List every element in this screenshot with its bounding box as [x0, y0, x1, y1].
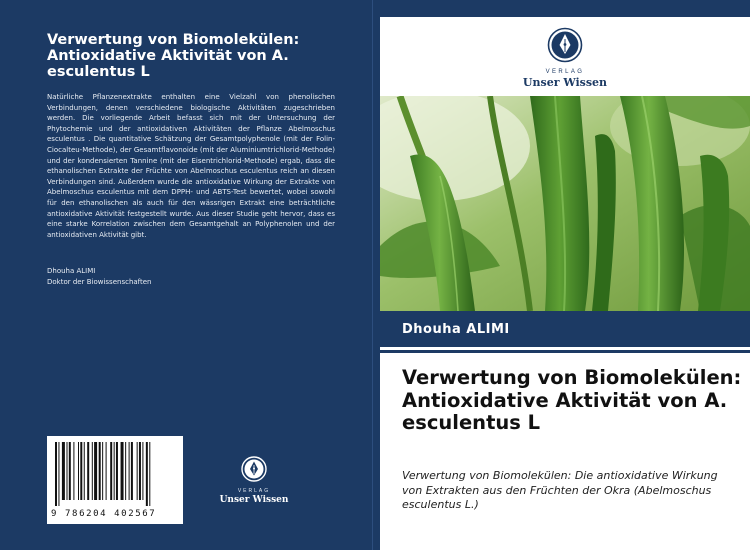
barcode-bar — [102, 442, 103, 500]
barcode-bar — [142, 442, 143, 500]
barcode-bar — [139, 442, 141, 500]
pen-nib-in-circle-icon — [547, 27, 583, 63]
back-author-info — [47, 266, 152, 288]
isbn-barcode — [47, 436, 183, 524]
barcode-bar — [67, 442, 68, 500]
barcode-bar — [116, 442, 118, 500]
barcode-bar — [73, 442, 74, 500]
barcode-bar — [55, 442, 57, 506]
barcode-bar — [87, 442, 89, 500]
back-cover — [0, 0, 372, 550]
barcode-bar — [149, 442, 150, 506]
barcode-bar — [114, 442, 115, 500]
barcode-bar — [106, 442, 107, 500]
barcode-bar — [146, 442, 148, 506]
front-author-name: Dhouha ALIMI — [402, 322, 510, 337]
isbn-number: 9 786204 402567 — [51, 509, 157, 519]
back-publisher-verlag: VERLAG — [237, 488, 271, 494]
back-cover-blurb: Natürliche Pflanzenextrakte enthalten eine Vielzahl von phenolischen Verbindungen, denen verschiedene biologische Aktivitäten zugeschrieben werden. Die vorliegende Arbeit befasst sich mit der Untersuchung der Phytochemie und der antioxidativen Aktivitäten der Pflanze Abelmoschus esculentus . Die quantitative Schätzung der Gesamtpolyphenole (mit der Folin-Ciocalteu-Methode), der Gesamtflavonoide (mit der Aluminiumtrichlorid-Methode) und der kondensierten Tannine (mit der Eisentrichlorid-Methode) ergab, dass die ethanolischen Extrakte der Früchte von Abelmoschus esculentus reich an diesen Verbindungen sind. Außerdem wurde die antioxidative Wirkung der Extrakte von Abelmoschus esculentus mit dem DPPH- und ABTS-Test bewertet, wobei sowohl für den ethanolischen als auch für den wässrigen Extrakt eine beträchtliche antioxidative Aktivität festgestellt wurde. Aus dieser Studie geht hervor, dass es eine starke Korrelation zwischen dem Gesamtgehalt an Polyphenolen und der antioxidativen Aktivität gibt. — [47, 93, 335, 239]
front-cover-subtitle: Verwertung von Biomolekülen: Die antioxidative Wirkung von Extrakten aus den Früchten der Okra (Abelmoschus esculentus L.) — [402, 469, 718, 511]
front-cover — [380, 0, 750, 550]
barcode-bar — [58, 442, 59, 506]
front-top-band — [380, 0, 750, 17]
barcode-bar — [62, 442, 65, 500]
front-publisher-verlag: VERLAG — [545, 69, 585, 75]
barcode-bar — [84, 442, 85, 500]
back-cover-title: Verwertung von Biomolekülen: Antioxidative Aktivität von A. esculentus L — [47, 32, 300, 80]
barcode-bar — [92, 442, 93, 500]
barcode-bar — [80, 442, 82, 500]
book-spine — [372, 0, 380, 550]
barcode-bar — [69, 442, 71, 500]
divider-rule — [380, 350, 750, 353]
barcode-bar — [94, 442, 97, 500]
back-publisher-name: Unser Wissen — [219, 495, 289, 505]
pen-nib-in-circle-icon — [241, 456, 267, 482]
front-publisher-logo — [510, 27, 620, 89]
barcode-bar — [125, 442, 126, 500]
barcode-bar — [110, 442, 112, 500]
barcode-bar — [129, 442, 130, 500]
barcode-bar — [121, 442, 124, 500]
barcode-bar — [137, 442, 138, 500]
barcode-bar — [78, 442, 79, 500]
barcode-bar — [99, 442, 101, 500]
back-author-role: Doktor der Biowissenschaften — [47, 278, 152, 286]
front-publisher-name: Unser Wissen — [522, 76, 608, 89]
front-cover-title: Verwertung von Biomolekülen: Antioxidative Aktivität von A. esculentus L — [402, 366, 742, 434]
barcode-bar — [131, 442, 133, 500]
barcode-bars — [53, 442, 177, 506]
back-publisher-logo — [218, 456, 290, 505]
okra-pods-photo — [380, 96, 750, 311]
front-author-band — [380, 311, 750, 347]
back-author-name: Dhouha ALIMI — [47, 267, 96, 275]
